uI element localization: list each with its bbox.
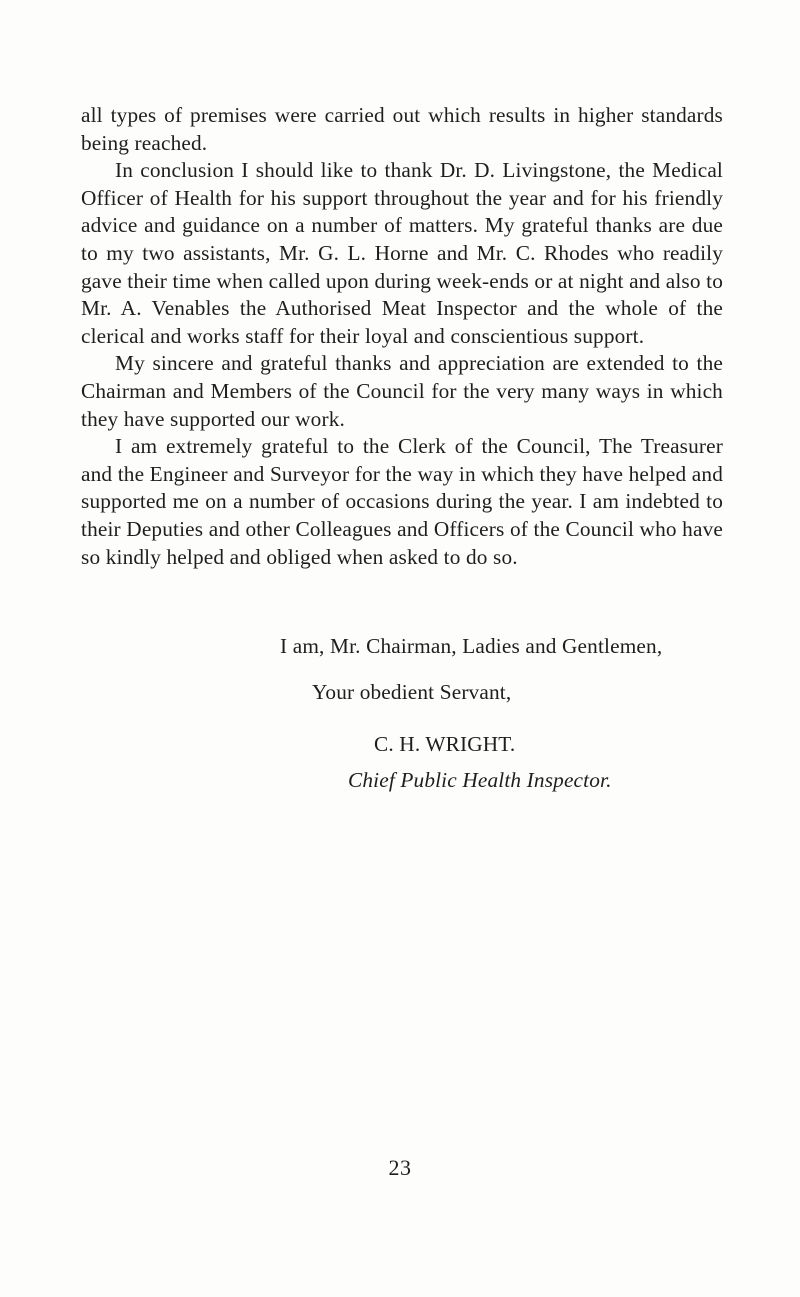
page-number: 23 [388, 1155, 412, 1180]
paragraph-thanks-council: My sincere and grateful thanks and appreciation are extended to the Chairman and Members of the Council for the very many ways in which they have supported our work. [81, 351, 723, 431]
paragraph-premises-standards: all types of premises were carried out which results in higher standards being reached. [81, 103, 723, 155]
paragraph-thanks-staff: In conclusion I should like to thank Dr. D. Livingstone, the Medical Officer of Health for his support throughout the year and for his friendly advice and guidance on a number of matters. My grateful thanks are due to my two assistants, Mr. G. L. Horne and Mr. C. Rhodes who readily gave their time when called upon during week-ends or at night and also to Mr. A. Venables the Authorised Meat Inspector and the whole of the clerical and works staff for their loyal and conscientious support. [81, 158, 723, 348]
signatory-title: Chief Public Health Inspector. [348, 768, 612, 792]
closing-valediction: Your obedient Servant, [312, 680, 512, 704]
paragraph-thanks-officers: I am extremely grateful to the Clerk of the Council, The Treasurer and the Engineer and Surveyor for the way in which they have helped and supported me on a number of occasions during the year. I am indebted to their Deputies and other Colleagues and Officers of the Council who have so kindly helped and obliged when asked to do so. [81, 434, 723, 569]
letter-body [81, 102, 723, 571]
signatory-name: C. H. WRIGHT. [374, 732, 516, 756]
closing-salutation: I am, Mr. Chairman, Ladies and Gentlemen, [280, 634, 663, 658]
